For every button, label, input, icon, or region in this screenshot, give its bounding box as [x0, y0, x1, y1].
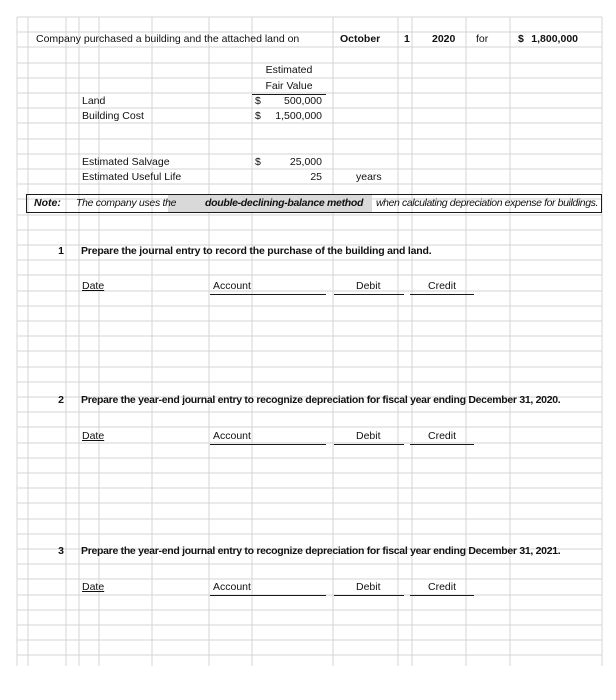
- useful-life-value[interactable]: 25: [310, 171, 322, 183]
- purchase-year[interactable]: 2020: [432, 33, 456, 45]
- salvage-label: Estimated Salvage: [82, 156, 170, 168]
- useful-life-unit: years: [356, 171, 382, 183]
- useful-life-label: Estimated Useful Life: [82, 171, 182, 183]
- q3-debit-header: Debit: [356, 581, 381, 593]
- q1-account-underline: [210, 294, 326, 295]
- building-fair-value[interactable]: 1,500,000: [275, 110, 322, 122]
- q3-account-header: Account: [213, 581, 251, 593]
- q2-account-header: Account: [213, 430, 251, 442]
- q1-account-header: Account: [213, 280, 251, 292]
- q3-credit-header: Credit: [428, 581, 457, 593]
- note-prefix: The company uses the: [76, 197, 177, 209]
- land-fair-value[interactable]: 500,000: [284, 95, 322, 107]
- question-2-text: Prepare the year-end journal entry to recognize depreciation for fiscal year ending December 31, 2020.: [81, 394, 561, 406]
- land-currency: $: [255, 95, 261, 107]
- question-2-number: 2: [58, 394, 64, 406]
- land-label: Land: [82, 95, 106, 107]
- building-currency: $: [255, 110, 261, 122]
- q1-credit-underline: [410, 294, 474, 295]
- q3-date-header: Date: [82, 581, 105, 593]
- q3-debit-underline: [334, 595, 404, 596]
- q1-debit-underline: [334, 294, 404, 295]
- q1-date-header: Date: [82, 280, 105, 292]
- purchase-day[interactable]: 1: [404, 33, 410, 45]
- q2-debit-underline: [334, 444, 404, 445]
- salvage-currency: $: [255, 156, 261, 168]
- question-1-text: Prepare the journal entry to record the purchase of the building and land.: [81, 245, 432, 257]
- purchase-price[interactable]: 1,800,000: [531, 33, 578, 45]
- fair-value-heading-line2: Fair Value: [265, 80, 313, 92]
- q2-credit-underline: [410, 444, 474, 445]
- q1-debit-header: Debit: [356, 280, 381, 292]
- building-cost-label: Building Cost: [82, 110, 144, 122]
- depreciation-method[interactable]: double-declining-balance method: [205, 197, 364, 209]
- q2-credit-header: Credit: [428, 430, 457, 442]
- question-1-number: 1: [58, 245, 64, 257]
- question-3-text: Prepare the year-end journal entry to recognize depreciation for fiscal year ending December 31, 2021.: [81, 545, 561, 557]
- q3-credit-underline: [410, 595, 474, 596]
- note-suffix: when calculating depreciation expense for buildings.: [376, 197, 599, 209]
- price-currency: $: [518, 33, 524, 45]
- intro-text: Company purchased a building and the attached land on: [36, 33, 300, 45]
- q3-account-underline: [210, 595, 326, 596]
- for-label: for: [476, 33, 489, 45]
- fair-value-heading-line1: Estimated: [265, 64, 313, 76]
- salvage-value[interactable]: 25,000: [289, 156, 322, 168]
- q1-credit-header: Credit: [428, 280, 457, 292]
- q2-debit-header: Debit: [356, 430, 381, 442]
- note-label: Note:: [34, 197, 61, 209]
- q2-account-underline: [210, 444, 326, 445]
- q2-date-header: Date: [82, 430, 105, 442]
- purchase-month[interactable]: October: [340, 33, 381, 45]
- question-3-number: 3: [58, 545, 64, 557]
